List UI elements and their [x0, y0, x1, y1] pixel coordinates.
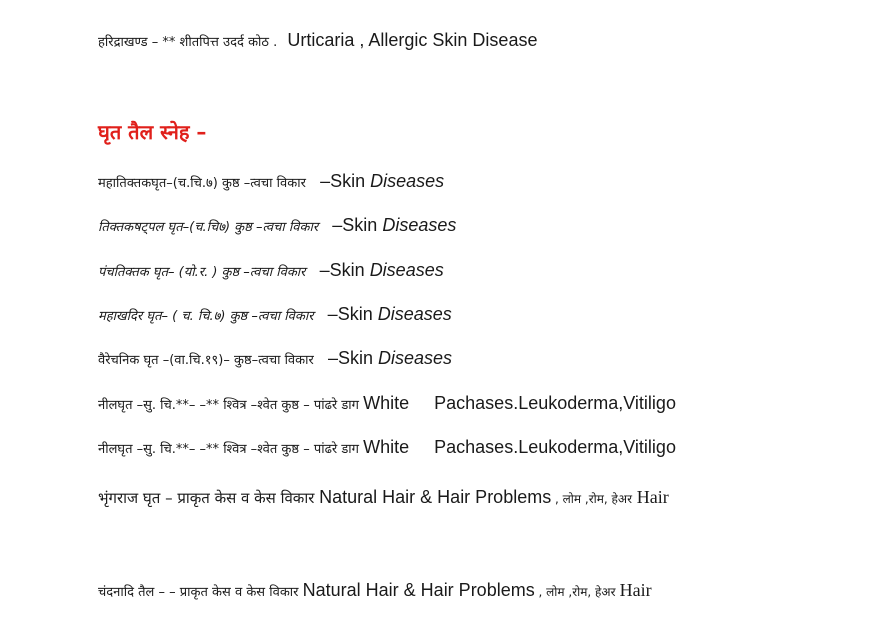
english-text: Skin — [338, 348, 379, 368]
english-text-italic: Diseases — [382, 215, 457, 235]
hindi-text: चंदनादि तैल – – प्राकृत केस व केस विकार — [98, 585, 299, 600]
english-text: Skin — [330, 171, 371, 191]
english-text-italic: Diseases — [378, 348, 453, 368]
hindi-text: वैरेचनिक घृत –(वा.चि.१९)– कुष्ठ–त्वचा विकार — [98, 353, 314, 368]
hindi-text: महाखदिर घृत– ( च. चि.७) कुष्ठ –त्वचा विकार — [98, 309, 314, 324]
text-line-nilaghrita-2 — [98, 437, 676, 460]
english-text: Skin — [337, 304, 378, 324]
text-line-mahatiktak — [98, 171, 444, 194]
hindi-text: नीलघृत –सु. चि.**– –** श्वित्र –श्वेत कुष्ठ – पांढरे डाग — [98, 398, 359, 413]
dash: – — [327, 348, 338, 368]
english-text: Skin — [329, 260, 370, 280]
text-line-tiktakshatpal — [98, 215, 456, 238]
dash: – — [320, 171, 331, 191]
hindi-text-suffix: , लोम ,रोम, हेअर — [551, 492, 632, 506]
dash: – — [327, 304, 338, 324]
dash: – — [332, 215, 343, 235]
english-text-italic: Diseases — [369, 260, 444, 280]
english-text-italic: Diseases — [370, 171, 445, 191]
hindi-text: भृंगराज घृत – प्राकृत केस व केस विकार — [98, 489, 315, 507]
hindi-text-suffix: , लोम ,रोम, हेअर — [534, 585, 616, 599]
text-line-mahakhadir — [98, 304, 452, 327]
text-line-haridrakhand — [98, 30, 537, 53]
hindi-text: पंचतिक्तक घृत– (यो.र. ) कुष्ठ –त्वचा विकार — [98, 265, 306, 280]
english-text-hair: Hair — [636, 487, 669, 507]
hindi-text: नीलघृत –सु. चि.**– –** श्वित्र –श्वेत कुष्ठ – पांढरे डाग — [98, 442, 359, 457]
text-line-panchatiktak — [98, 260, 444, 283]
text-line-nilaghrita-1 — [98, 393, 676, 416]
text-line-vairechanik — [98, 348, 452, 371]
text-line-bhringraj — [98, 486, 669, 510]
hindi-text: महातिक्तकघृत–(च.चि.७) कुष्ठ –त्वचा विकार — [98, 176, 306, 191]
english-text: White Pachases.Leukoderma,Vitiligo — [363, 393, 676, 413]
english-text: Natural Hair & Hair Problems — [302, 580, 535, 600]
english-text-hair: Hair — [619, 580, 652, 600]
section-heading: घृत तैल स्नेह – — [98, 120, 207, 144]
english-text: Skin — [342, 215, 383, 235]
hindi-text: हरिद्राखण्ड – ** शीतपित्त उदर्द कोठ . — [98, 35, 278, 50]
english-text-italic: Diseases — [377, 304, 452, 324]
english-text: Urticaria , Allergic Skin Disease — [287, 30, 538, 50]
english-text: White Pachases.Leukoderma,Vitiligo — [363, 437, 676, 457]
dash: – — [319, 260, 330, 280]
english-text: Natural Hair & Hair Problems — [319, 487, 552, 507]
text-line-chandanadi — [98, 580, 652, 603]
hindi-text: तिक्तकषट्पल घृत–(च.चि७) कुष्ठ –त्वचा विकार — [98, 220, 319, 235]
